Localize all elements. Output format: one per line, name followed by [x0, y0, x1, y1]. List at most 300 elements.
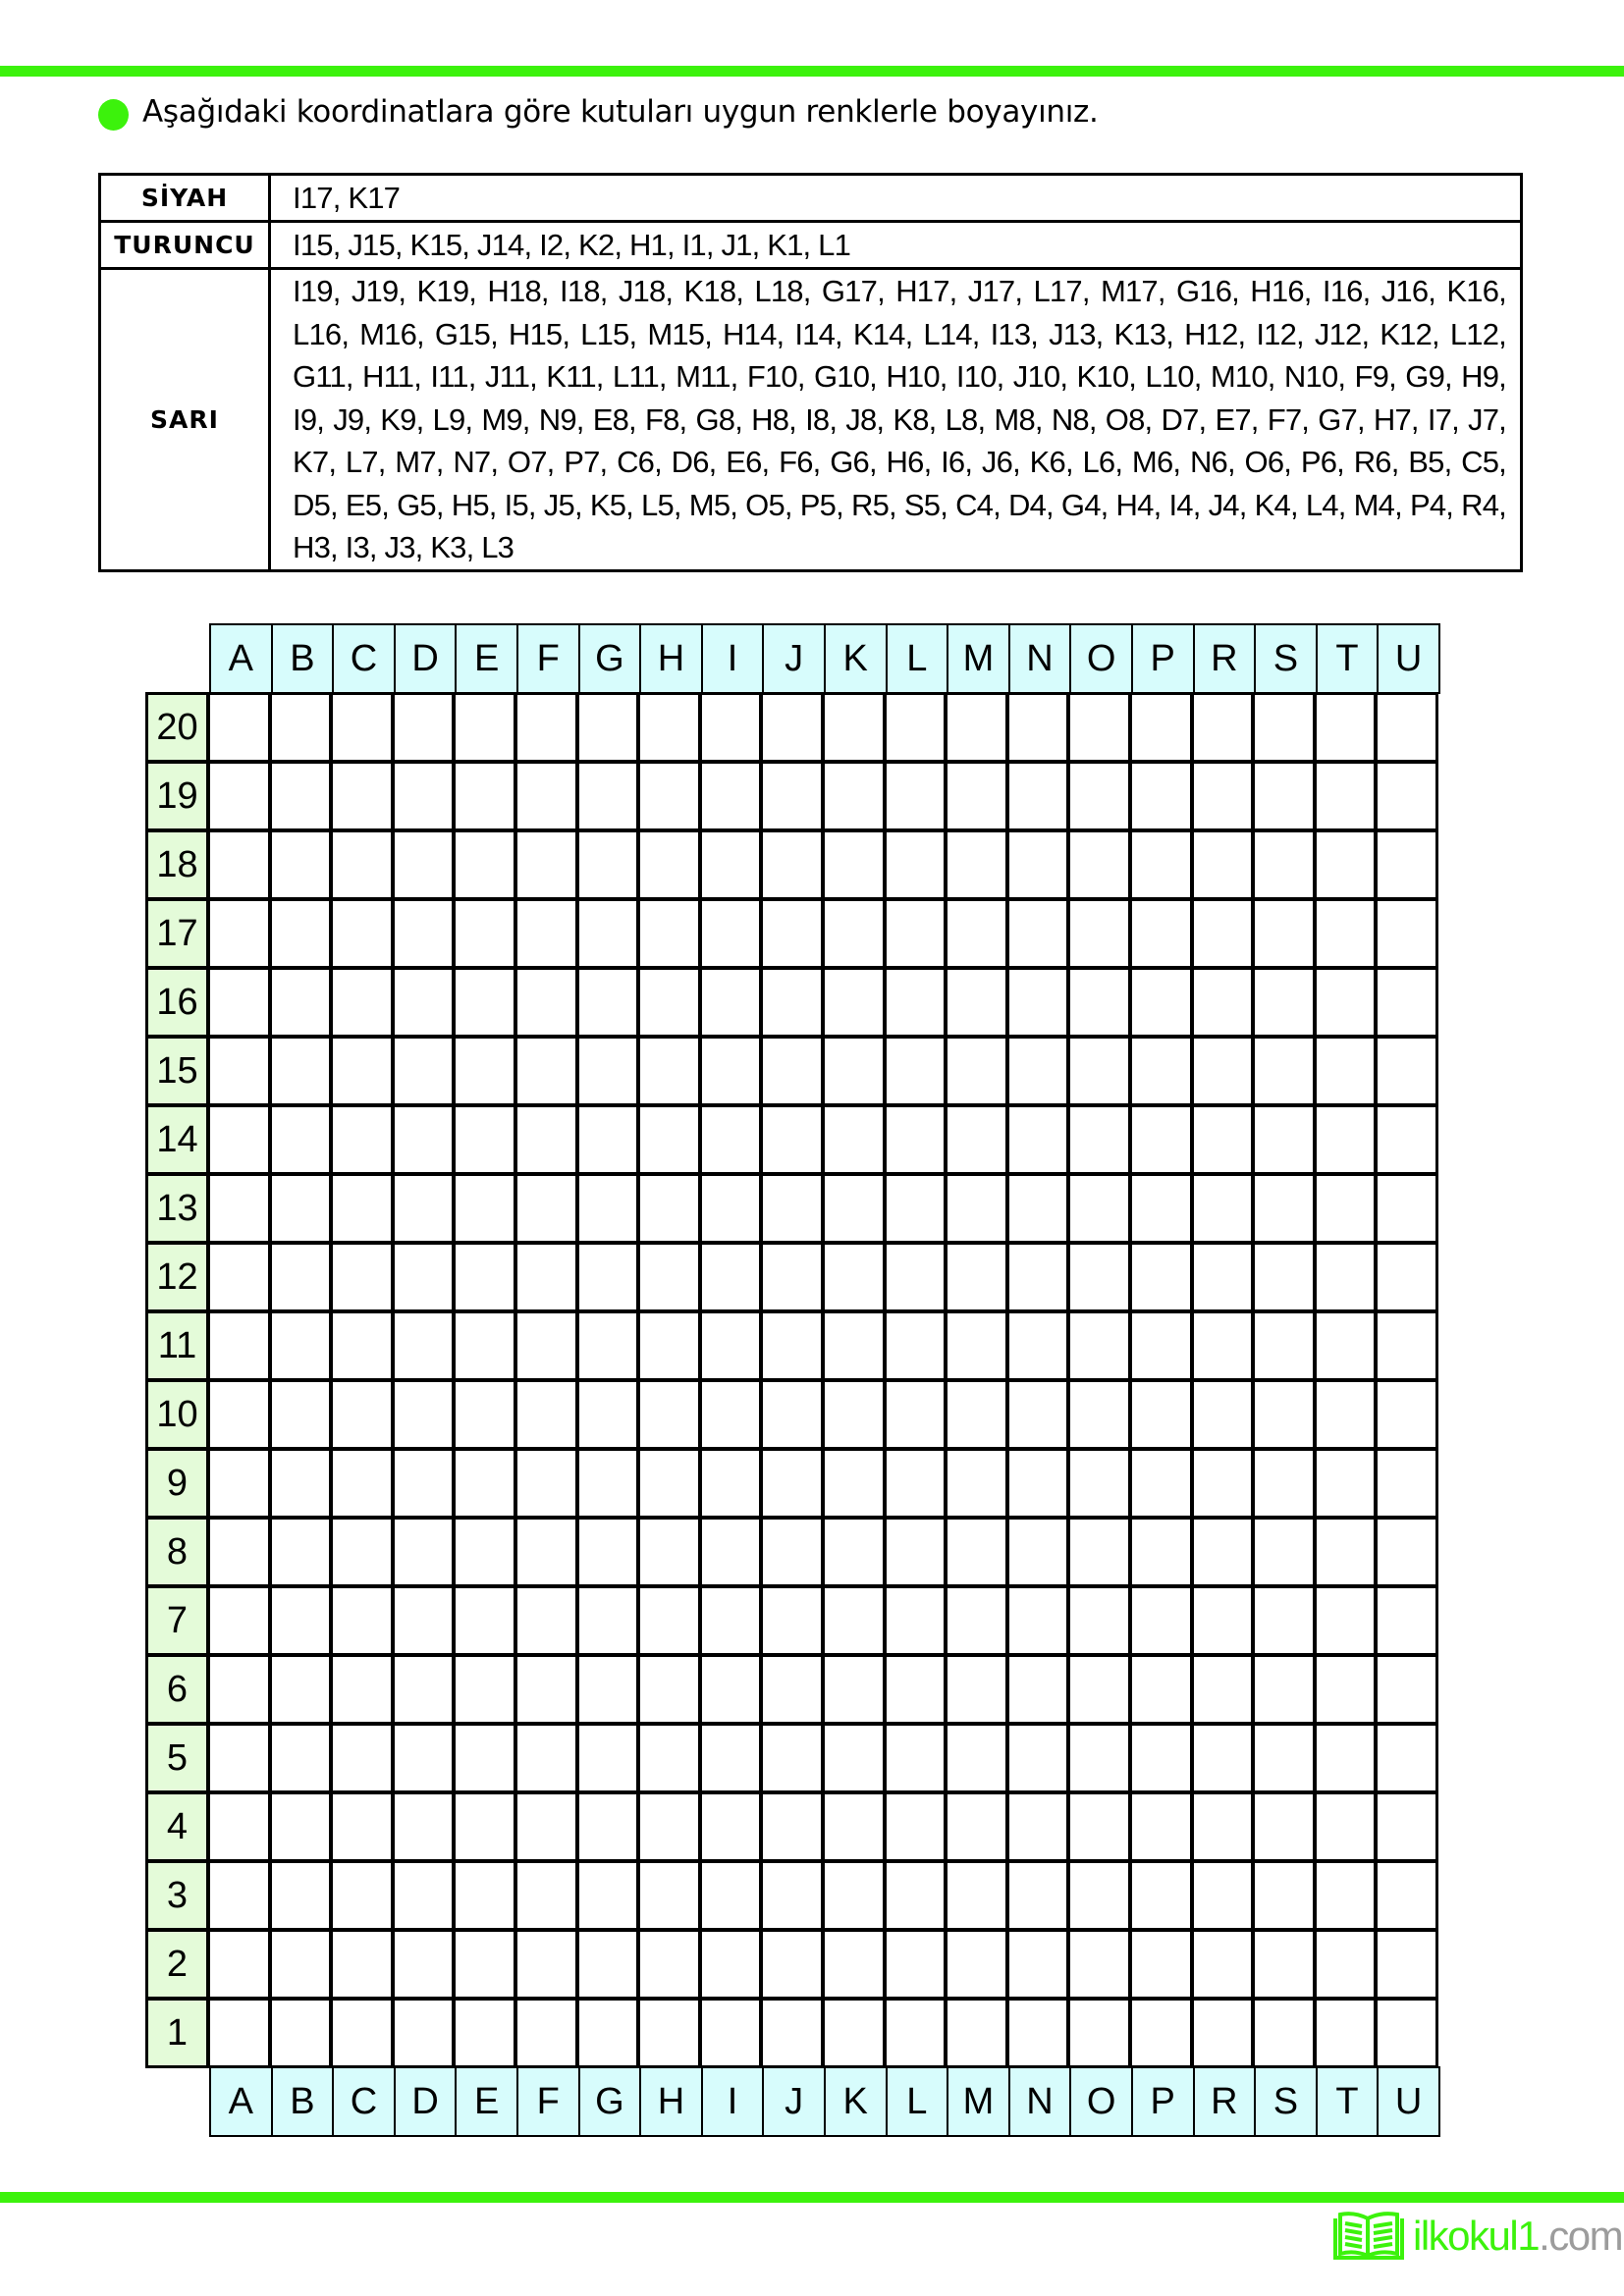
- grid-cell[interactable]: [1006, 1998, 1070, 2068]
- grid-cell[interactable]: [884, 1242, 947, 1312]
- grid-cell[interactable]: [330, 1585, 394, 1656]
- grid-cell[interactable]: [1191, 1310, 1255, 1381]
- grid-cell[interactable]: [1314, 1036, 1378, 1106]
- grid-cell[interactable]: [269, 1104, 333, 1175]
- grid-cell[interactable]: [576, 1998, 640, 2068]
- grid-cell[interactable]: [207, 1517, 271, 1587]
- grid-cell[interactable]: [760, 1517, 824, 1587]
- grid-cell[interactable]: [945, 1310, 1008, 1381]
- grid-cell[interactable]: [822, 1585, 886, 1656]
- grid-cell[interactable]: [1314, 1998, 1378, 2068]
- grid-cell[interactable]: [1067, 692, 1131, 763]
- grid-cell[interactable]: [1191, 898, 1255, 969]
- grid-cell[interactable]: [453, 1860, 516, 1931]
- grid-cell[interactable]: [1006, 1723, 1070, 1793]
- grid-cell[interactable]: [1191, 1998, 1255, 2068]
- grid-cell[interactable]: [637, 1585, 701, 1656]
- grid-cell[interactable]: [760, 1723, 824, 1793]
- grid-cell[interactable]: [1067, 761, 1131, 831]
- grid-cell[interactable]: [945, 1242, 1008, 1312]
- grid-cell[interactable]: [1067, 1242, 1131, 1312]
- grid-cell[interactable]: [1191, 829, 1255, 900]
- grid-cell[interactable]: [576, 1654, 640, 1725]
- grid-cell[interactable]: [760, 1860, 824, 1931]
- grid-cell[interactable]: [453, 1173, 516, 1244]
- grid-cell[interactable]: [699, 1448, 763, 1519]
- grid-cell[interactable]: [207, 1860, 271, 1931]
- grid-cell[interactable]: [1375, 1379, 1438, 1450]
- grid-cell[interactable]: [269, 1036, 333, 1106]
- grid-cell[interactable]: [207, 1242, 271, 1312]
- grid-cell[interactable]: [945, 1929, 1008, 2000]
- grid-cell[interactable]: [822, 1998, 886, 2068]
- grid-cell[interactable]: [822, 692, 886, 763]
- grid-cell[interactable]: [822, 1104, 886, 1175]
- grid-cell[interactable]: [699, 1379, 763, 1450]
- grid-cell[interactable]: [945, 692, 1008, 763]
- grid-cell[interactable]: [207, 761, 271, 831]
- grid-cell[interactable]: [1191, 1104, 1255, 1175]
- grid-cell[interactable]: [699, 829, 763, 900]
- grid-cell[interactable]: [699, 1036, 763, 1106]
- grid-cell[interactable]: [269, 1998, 333, 2068]
- grid-cell[interactable]: [514, 1173, 578, 1244]
- grid-cell[interactable]: [945, 1791, 1008, 1862]
- grid-cell[interactable]: [945, 1448, 1008, 1519]
- grid-cell[interactable]: [1314, 692, 1378, 763]
- grid-cell[interactable]: [1067, 1998, 1131, 2068]
- grid-cell[interactable]: [207, 692, 271, 763]
- grid-cell[interactable]: [330, 1036, 394, 1106]
- grid-cell[interactable]: [392, 692, 456, 763]
- grid-cell[interactable]: [884, 1791, 947, 1862]
- grid-cell[interactable]: [514, 761, 578, 831]
- grid-cell[interactable]: [330, 1860, 394, 1931]
- grid-cell[interactable]: [1006, 1860, 1070, 1931]
- grid-cell[interactable]: [1252, 1791, 1316, 1862]
- grid-cell[interactable]: [699, 1104, 763, 1175]
- grid-cell[interactable]: [330, 1791, 394, 1862]
- grid-cell[interactable]: [884, 1585, 947, 1656]
- grid-cell[interactable]: [576, 1585, 640, 1656]
- grid-cell[interactable]: [269, 1860, 333, 1931]
- grid-cell[interactable]: [453, 1723, 516, 1793]
- grid-cell[interactable]: [269, 1517, 333, 1587]
- grid-cell[interactable]: [207, 1998, 271, 2068]
- grid-cell[interactable]: [637, 967, 701, 1038]
- grid-cell[interactable]: [1191, 1448, 1255, 1519]
- grid-cell[interactable]: [945, 967, 1008, 1038]
- grid-cell[interactable]: [576, 829, 640, 900]
- grid-cell[interactable]: [269, 1242, 333, 1312]
- grid-cell[interactable]: [1252, 1173, 1316, 1244]
- grid-cell[interactable]: [330, 761, 394, 831]
- grid-cell[interactable]: [637, 1723, 701, 1793]
- grid-cell[interactable]: [576, 1723, 640, 1793]
- grid-cell[interactable]: [269, 1448, 333, 1519]
- grid-cell[interactable]: [699, 898, 763, 969]
- grid-cell[interactable]: [453, 1654, 516, 1725]
- grid-cell[interactable]: [945, 761, 1008, 831]
- grid-cell[interactable]: [392, 1448, 456, 1519]
- grid-cell[interactable]: [822, 1036, 886, 1106]
- grid-cell[interactable]: [884, 1517, 947, 1587]
- grid-cell[interactable]: [207, 1448, 271, 1519]
- grid-cell[interactable]: [330, 829, 394, 900]
- grid-cell[interactable]: [1129, 1723, 1193, 1793]
- grid-cell[interactable]: [392, 1929, 456, 2000]
- grid-cell[interactable]: [1129, 1860, 1193, 1931]
- grid-cell[interactable]: [576, 898, 640, 969]
- grid-cell[interactable]: [1375, 1104, 1438, 1175]
- grid-cell[interactable]: [1252, 1723, 1316, 1793]
- grid-cell[interactable]: [1375, 898, 1438, 969]
- grid-cell[interactable]: [822, 967, 886, 1038]
- grid-cell[interactable]: [576, 1448, 640, 1519]
- grid-cell[interactable]: [269, 967, 333, 1038]
- grid-cell[interactable]: [1006, 967, 1070, 1038]
- grid-cell[interactable]: [1191, 1036, 1255, 1106]
- grid-cell[interactable]: [884, 1998, 947, 2068]
- grid-cell[interactable]: [514, 829, 578, 900]
- grid-cell[interactable]: [1006, 1173, 1070, 1244]
- grid-cell[interactable]: [1314, 1791, 1378, 1862]
- grid-cell[interactable]: [576, 1242, 640, 1312]
- grid-cell[interactable]: [699, 1860, 763, 1931]
- grid-cell[interactable]: [1067, 1173, 1131, 1244]
- grid-cell[interactable]: [699, 1517, 763, 1587]
- grid-cell[interactable]: [1006, 1036, 1070, 1106]
- grid-cell[interactable]: [760, 1585, 824, 1656]
- grid-cell[interactable]: [945, 1998, 1008, 2068]
- grid-cell[interactable]: [1314, 761, 1378, 831]
- grid-cell[interactable]: [1067, 1448, 1131, 1519]
- grid-cell[interactable]: [945, 898, 1008, 969]
- grid-cell[interactable]: [1006, 1517, 1070, 1587]
- grid-cell[interactable]: [330, 1929, 394, 2000]
- grid-cell[interactable]: [1375, 1929, 1438, 2000]
- grid-cell[interactable]: [884, 1173, 947, 1244]
- grid-cell[interactable]: [514, 1791, 578, 1862]
- grid-cell[interactable]: [822, 1448, 886, 1519]
- grid-cell[interactable]: [392, 967, 456, 1038]
- grid-cell[interactable]: [453, 1310, 516, 1381]
- grid-cell[interactable]: [1191, 1860, 1255, 1931]
- grid-cell[interactable]: [514, 1654, 578, 1725]
- grid-cell[interactable]: [1129, 898, 1193, 969]
- grid-cell[interactable]: [576, 967, 640, 1038]
- grid-cell[interactable]: [453, 761, 516, 831]
- grid-cell[interactable]: [822, 1173, 886, 1244]
- grid-cell[interactable]: [207, 1173, 271, 1244]
- grid-cell[interactable]: [392, 1310, 456, 1381]
- grid-cell[interactable]: [269, 1379, 333, 1450]
- grid-cell[interactable]: [760, 1929, 824, 2000]
- grid-cell[interactable]: [1252, 1654, 1316, 1725]
- grid-cell[interactable]: [1067, 1860, 1131, 1931]
- grid-cell[interactable]: [453, 1379, 516, 1450]
- grid-cell[interactable]: [1314, 1723, 1378, 1793]
- grid-cell[interactable]: [392, 898, 456, 969]
- grid-cell[interactable]: [269, 1654, 333, 1725]
- grid-cell[interactable]: [514, 1036, 578, 1106]
- grid-cell[interactable]: [576, 761, 640, 831]
- grid-cell[interactable]: [822, 761, 886, 831]
- grid-cell[interactable]: [945, 1723, 1008, 1793]
- grid-cell[interactable]: [945, 1379, 1008, 1450]
- grid-cell[interactable]: [576, 1379, 640, 1450]
- grid-cell[interactable]: [1006, 692, 1070, 763]
- grid-cell[interactable]: [822, 1860, 886, 1931]
- grid-cell[interactable]: [1252, 692, 1316, 763]
- grid-cell[interactable]: [1375, 761, 1438, 831]
- grid-cell[interactable]: [760, 1036, 824, 1106]
- grid-cell[interactable]: [1191, 1242, 1255, 1312]
- grid-cell[interactable]: [822, 1723, 886, 1793]
- grid-cell[interactable]: [1314, 1310, 1378, 1381]
- grid-cell[interactable]: [1006, 1929, 1070, 2000]
- grid-cell[interactable]: [1252, 1104, 1316, 1175]
- grid-cell[interactable]: [699, 1173, 763, 1244]
- grid-cell[interactable]: [1314, 1173, 1378, 1244]
- grid-cell[interactable]: [453, 1242, 516, 1312]
- grid-cell[interactable]: [699, 1723, 763, 1793]
- grid-cell[interactable]: [1129, 1173, 1193, 1244]
- grid-cell[interactable]: [514, 898, 578, 969]
- grid-cell[interactable]: [699, 1310, 763, 1381]
- grid-cell[interactable]: [699, 1585, 763, 1656]
- grid-cell[interactable]: [207, 1654, 271, 1725]
- grid-cell[interactable]: [330, 898, 394, 969]
- grid-cell[interactable]: [760, 692, 824, 763]
- grid-cell[interactable]: [514, 692, 578, 763]
- grid-cell[interactable]: [207, 967, 271, 1038]
- grid-cell[interactable]: [884, 1310, 947, 1381]
- grid-cell[interactable]: [453, 1791, 516, 1862]
- grid-cell[interactable]: [392, 761, 456, 831]
- grid-cell[interactable]: [884, 967, 947, 1038]
- grid-cell[interactable]: [453, 692, 516, 763]
- grid-cell[interactable]: [330, 1654, 394, 1725]
- grid-cell[interactable]: [1375, 1998, 1438, 2068]
- grid-cell[interactable]: [514, 1242, 578, 1312]
- grid-cell[interactable]: [576, 1929, 640, 2000]
- grid-cell[interactable]: [330, 692, 394, 763]
- grid-cell[interactable]: [576, 1791, 640, 1862]
- grid-cell[interactable]: [1375, 1723, 1438, 1793]
- grid-cell[interactable]: [1252, 1242, 1316, 1312]
- grid-cell[interactable]: [637, 1860, 701, 1931]
- grid-cell[interactable]: [576, 1173, 640, 1244]
- grid-cell[interactable]: [1375, 1791, 1438, 1862]
- grid-cell[interactable]: [1314, 1654, 1378, 1725]
- grid-cell[interactable]: [637, 1929, 701, 2000]
- grid-cell[interactable]: [269, 898, 333, 969]
- grid-cell[interactable]: [884, 1723, 947, 1793]
- grid-cell[interactable]: [1314, 1448, 1378, 1519]
- grid-cell[interactable]: [884, 1929, 947, 2000]
- grid-cell[interactable]: [637, 1448, 701, 1519]
- grid-cell[interactable]: [822, 1654, 886, 1725]
- grid-cell[interactable]: [1252, 761, 1316, 831]
- grid-cell[interactable]: [330, 967, 394, 1038]
- grid-cell[interactable]: [822, 1310, 886, 1381]
- grid-cell[interactable]: [1375, 1036, 1438, 1106]
- grid-cell[interactable]: [453, 1448, 516, 1519]
- grid-cell[interactable]: [760, 1998, 824, 2068]
- grid-cell[interactable]: [1006, 1791, 1070, 1862]
- grid-cell[interactable]: [1252, 829, 1316, 900]
- grid-cell[interactable]: [207, 1036, 271, 1106]
- grid-cell[interactable]: [760, 1379, 824, 1450]
- grid-cell[interactable]: [1375, 1860, 1438, 1931]
- grid-cell[interactable]: [637, 829, 701, 900]
- grid-cell[interactable]: [945, 1104, 1008, 1175]
- grid-cell[interactable]: [1129, 967, 1193, 1038]
- grid-cell[interactable]: [1252, 1448, 1316, 1519]
- grid-cell[interactable]: [699, 1791, 763, 1862]
- grid-cell[interactable]: [1067, 1379, 1131, 1450]
- grid-cell[interactable]: [1375, 1654, 1438, 1725]
- grid-cell[interactable]: [760, 1310, 824, 1381]
- grid-cell[interactable]: [514, 1310, 578, 1381]
- grid-cell[interactable]: [637, 692, 701, 763]
- grid-cell[interactable]: [884, 1379, 947, 1450]
- grid-cell[interactable]: [699, 1242, 763, 1312]
- grid-cell[interactable]: [1129, 1379, 1193, 1450]
- grid-cell[interactable]: [514, 1860, 578, 1931]
- grid-cell[interactable]: [1252, 1585, 1316, 1656]
- grid-cell[interactable]: [637, 1379, 701, 1450]
- grid-cell[interactable]: [884, 1654, 947, 1725]
- grid-cell[interactable]: [1314, 829, 1378, 900]
- grid-cell[interactable]: [699, 1998, 763, 2068]
- grid-cell[interactable]: [822, 1242, 886, 1312]
- grid-cell[interactable]: [884, 1860, 947, 1931]
- grid-cell[interactable]: [1314, 898, 1378, 969]
- grid-cell[interactable]: [514, 1448, 578, 1519]
- grid-cell[interactable]: [576, 1860, 640, 1931]
- grid-cell[interactable]: [392, 1242, 456, 1312]
- grid-cell[interactable]: [1006, 1104, 1070, 1175]
- grid-cell[interactable]: [269, 1723, 333, 1793]
- grid-cell[interactable]: [207, 898, 271, 969]
- grid-cell[interactable]: [699, 761, 763, 831]
- grid-cell[interactable]: [453, 1998, 516, 2068]
- grid-cell[interactable]: [207, 1723, 271, 1793]
- grid-cell[interactable]: [822, 1929, 886, 2000]
- grid-cell[interactable]: [1252, 1998, 1316, 2068]
- grid-cell[interactable]: [1314, 1517, 1378, 1587]
- grid-cell[interactable]: [637, 1036, 701, 1106]
- grid-cell[interactable]: [207, 1791, 271, 1862]
- grid-cell[interactable]: [1191, 1929, 1255, 2000]
- grid-cell[interactable]: [699, 1929, 763, 2000]
- grid-cell[interactable]: [1191, 1517, 1255, 1587]
- grid-cell[interactable]: [760, 1791, 824, 1862]
- grid-cell[interactable]: [453, 1104, 516, 1175]
- grid-cell[interactable]: [1129, 1448, 1193, 1519]
- grid-cell[interactable]: [330, 1379, 394, 1450]
- grid-cell[interactable]: [207, 1379, 271, 1450]
- grid-cell[interactable]: [269, 1310, 333, 1381]
- grid-cell[interactable]: [637, 1791, 701, 1862]
- grid-cell[interactable]: [1067, 829, 1131, 900]
- grid-cell[interactable]: [392, 1654, 456, 1725]
- grid-cell[interactable]: [637, 1173, 701, 1244]
- grid-cell[interactable]: [453, 967, 516, 1038]
- grid-cell[interactable]: [884, 898, 947, 969]
- grid-cell[interactable]: [392, 1517, 456, 1587]
- grid-cell[interactable]: [1375, 1173, 1438, 1244]
- grid-cell[interactable]: [330, 1242, 394, 1312]
- grid-cell[interactable]: [392, 1379, 456, 1450]
- grid-cell[interactable]: [514, 1998, 578, 2068]
- grid-cell[interactable]: [1129, 1929, 1193, 2000]
- grid-cell[interactable]: [1375, 1242, 1438, 1312]
- grid-cell[interactable]: [1375, 692, 1438, 763]
- grid-cell[interactable]: [1067, 1585, 1131, 1656]
- grid-cell[interactable]: [822, 1379, 886, 1450]
- grid-cell[interactable]: [1314, 1585, 1378, 1656]
- grid-cell[interactable]: [392, 1998, 456, 2068]
- grid-cell[interactable]: [1006, 1585, 1070, 1656]
- grid-cell[interactable]: [1006, 829, 1070, 900]
- grid-cell[interactable]: [207, 1585, 271, 1656]
- grid-cell[interactable]: [945, 1585, 1008, 1656]
- grid-cell[interactable]: [945, 829, 1008, 900]
- grid-cell[interactable]: [1191, 1723, 1255, 1793]
- grid-cell[interactable]: [1129, 1036, 1193, 1106]
- grid-cell[interactable]: [1314, 1860, 1378, 1931]
- grid-cell[interactable]: [330, 1173, 394, 1244]
- grid-cell[interactable]: [1129, 1585, 1193, 1656]
- grid-cell[interactable]: [637, 761, 701, 831]
- grid-cell[interactable]: [1129, 1517, 1193, 1587]
- grid-cell[interactable]: [884, 1104, 947, 1175]
- grid-cell[interactable]: [945, 1036, 1008, 1106]
- grid-cell[interactable]: [1191, 967, 1255, 1038]
- grid-cell[interactable]: [514, 1379, 578, 1450]
- grid-cell[interactable]: [1191, 1791, 1255, 1862]
- grid-cell[interactable]: [760, 829, 824, 900]
- grid-cell[interactable]: [1006, 1310, 1070, 1381]
- grid-cell[interactable]: [1191, 1585, 1255, 1656]
- grid-cell[interactable]: [269, 1585, 333, 1656]
- grid-cell[interactable]: [1006, 1448, 1070, 1519]
- grid-cell[interactable]: [760, 1242, 824, 1312]
- grid-cell[interactable]: [330, 1723, 394, 1793]
- grid-cell[interactable]: [760, 761, 824, 831]
- grid-cell[interactable]: [760, 967, 824, 1038]
- grid-cell[interactable]: [269, 1929, 333, 2000]
- grid-cell[interactable]: [1067, 967, 1131, 1038]
- grid-cell[interactable]: [453, 1585, 516, 1656]
- grid-cell[interactable]: [822, 1517, 886, 1587]
- grid-cell[interactable]: [392, 1860, 456, 1931]
- grid-cell[interactable]: [1129, 761, 1193, 831]
- grid-cell[interactable]: [760, 1448, 824, 1519]
- grid-cell[interactable]: [637, 1242, 701, 1312]
- grid-cell[interactable]: [453, 1929, 516, 2000]
- grid-cell[interactable]: [1252, 967, 1316, 1038]
- grid-cell[interactable]: [1252, 1379, 1316, 1450]
- grid-cell[interactable]: [1314, 1379, 1378, 1450]
- grid-cell[interactable]: [392, 1791, 456, 1862]
- grid-cell[interactable]: [760, 1173, 824, 1244]
- grid-cell[interactable]: [637, 1310, 701, 1381]
- grid-cell[interactable]: [514, 967, 578, 1038]
